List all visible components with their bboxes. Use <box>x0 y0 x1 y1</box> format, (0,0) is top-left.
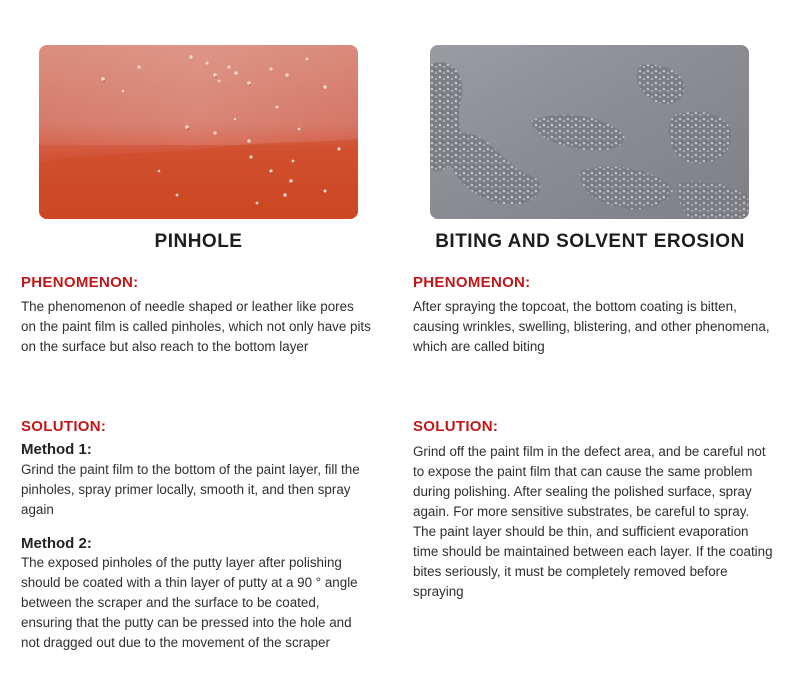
biting-phenomenon-text: After spraying the topcoat, the bottom coating is bitten, causing wrinkles, swelling, blistering, and other phenomena, which are called biting <box>413 299 770 354</box>
method1-text: Grind the paint film to the bottom of the paint layer, fill the pinholes, spray primer locally, smooth it, and then spray again <box>21 462 360 517</box>
pinhole-title: PINHOLE <box>154 231 243 252</box>
method2-heading: Method 2: <box>21 535 92 552</box>
biting-erosion-photo <box>430 45 749 219</box>
method2-text: The exposed pinholes of the putty layer after polishing should be coated with a thin layer of putty at a 90 ° angle between the scraper and the surface to be coated, ensuring that the putty can be pressed into the hole and not dragged out due to the movement of the scraper <box>21 555 358 650</box>
pinhole-phenomenon-heading: PHENOMENON: <box>21 274 139 291</box>
biting-phenomenon-heading: PHENOMENON: <box>413 274 531 291</box>
pinhole-photo <box>39 45 358 219</box>
pinhole-solution-heading: SOLUTION: <box>21 418 107 435</box>
method1-heading: Method 1: <box>21 441 92 458</box>
biting-erosion-title: BITING AND SOLVENT EROSION <box>435 231 745 252</box>
pinhole-phenomenon-text: The phenomenon of needle shaped or leather like pores on the paint film is called pinholes, which not only have pits on the surface but also reach to the bottom layer <box>21 299 371 354</box>
biting-solution-heading: SOLUTION: <box>413 418 499 435</box>
biting-solution-text: Grind off the paint film in the defect area, and be careful not to expose the paint film that can cause the same problem during polishing. After sealing the polished surface, spray again. For more sensitive substrates, be careful to spray. The paint layer should be thin, and sufficient evaporation time should be maintained between each layer. If the coating bites seriously, it must be completely removed before spraying <box>413 444 773 599</box>
